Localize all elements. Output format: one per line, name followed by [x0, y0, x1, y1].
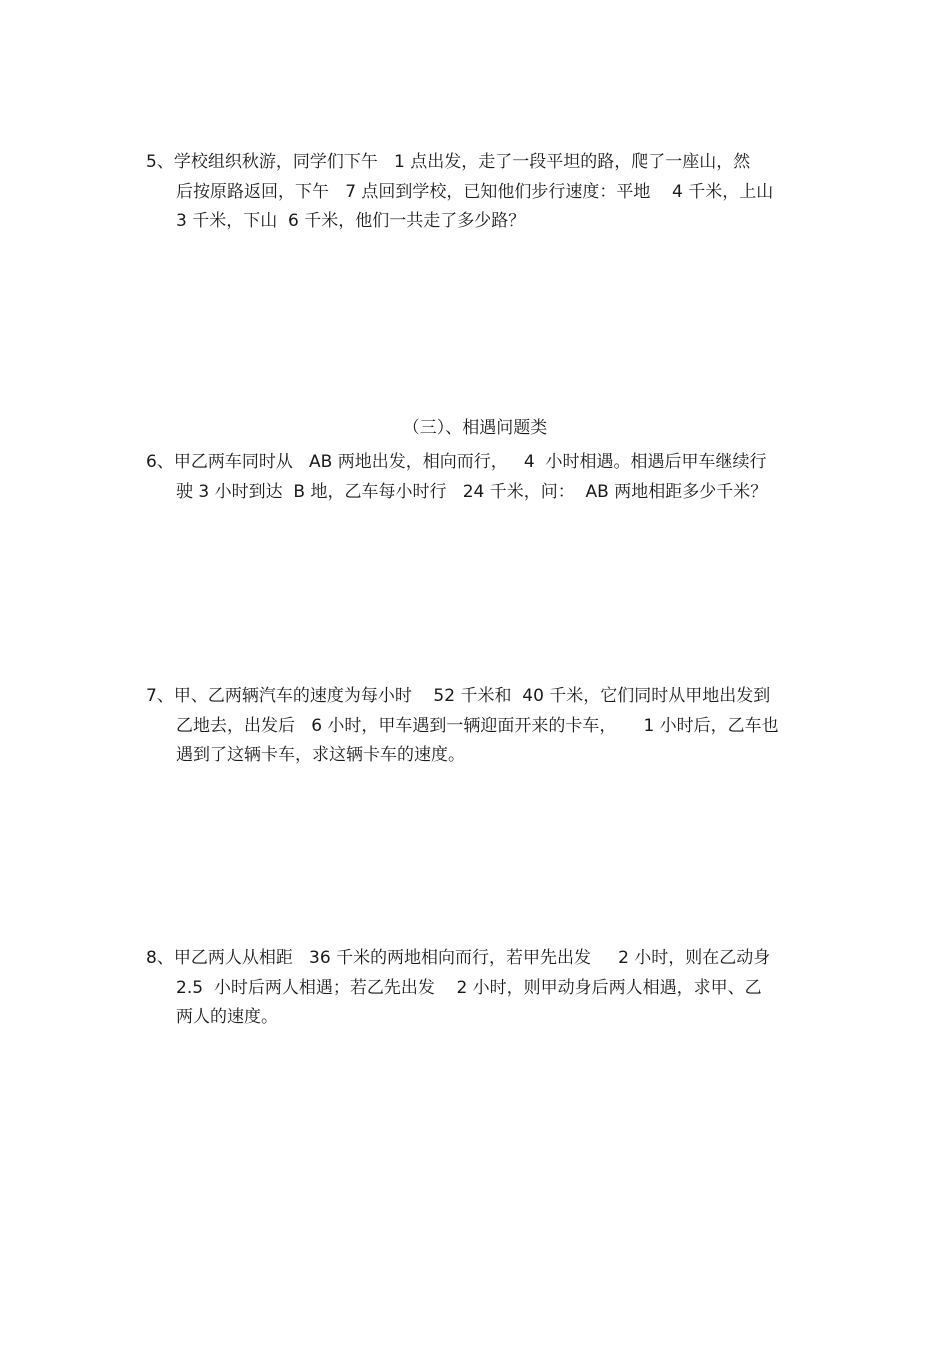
problem-6-line-1: 6、甲乙两车同时从 AB 两地出发，相向而行， 4 小时相遇。相遇后甲车继续行	[146, 452, 767, 472]
problem-5-line-2: 后按原路返回，下午 7 点回到学校，已知他们步行速度：平地 4 千米，上山	[176, 181, 774, 202]
problem-6	[146, 448, 816, 507]
problem-8	[146, 944, 816, 1033]
problem-7-line-2: 乙地去，出发后 6 小时，甲车遇到一辆迎面开来的卡车， 1 小时后，乙车也	[176, 715, 779, 736]
problem-7-line-1: 7、甲、乙两辆汽车的速度为每小时 52 千米和 40 千米，它们同时从甲地出发到	[146, 686, 771, 706]
problem-5-line-3: 3 千米，下山 6 千米，他们一共走了多少路？	[176, 211, 526, 231]
problem-7-line-3: 遇到了这辆卡车，求这辆卡车的速度。	[176, 745, 465, 765]
problem-8-line-3: 两人的速度。	[176, 1007, 278, 1027]
problem-8-line-2: 2.5 小时后两人相遇；若乙先出发 2 小时，则甲动身后两人相遇，求甲、乙	[176, 977, 762, 998]
problem-6-line-2: 驶 3 小时到达 B 地，乙车每小时行 24 千米，问： AB 两地相距多少千米？	[176, 481, 768, 502]
problem-7	[146, 682, 816, 771]
problem-5-line-1: 5、学校组织秋游，同学们下午 1 点出发，走了一段平坦的路，爬了一座山，然	[146, 152, 751, 172]
problem-8-line-1: 8、甲乙两人从相距 36 千米的两地相向而行，若甲先出发 2 小时，则在乙动身	[146, 948, 771, 968]
section-heading: （三）、相遇问题类	[402, 418, 548, 438]
problem-5	[146, 148, 816, 237]
